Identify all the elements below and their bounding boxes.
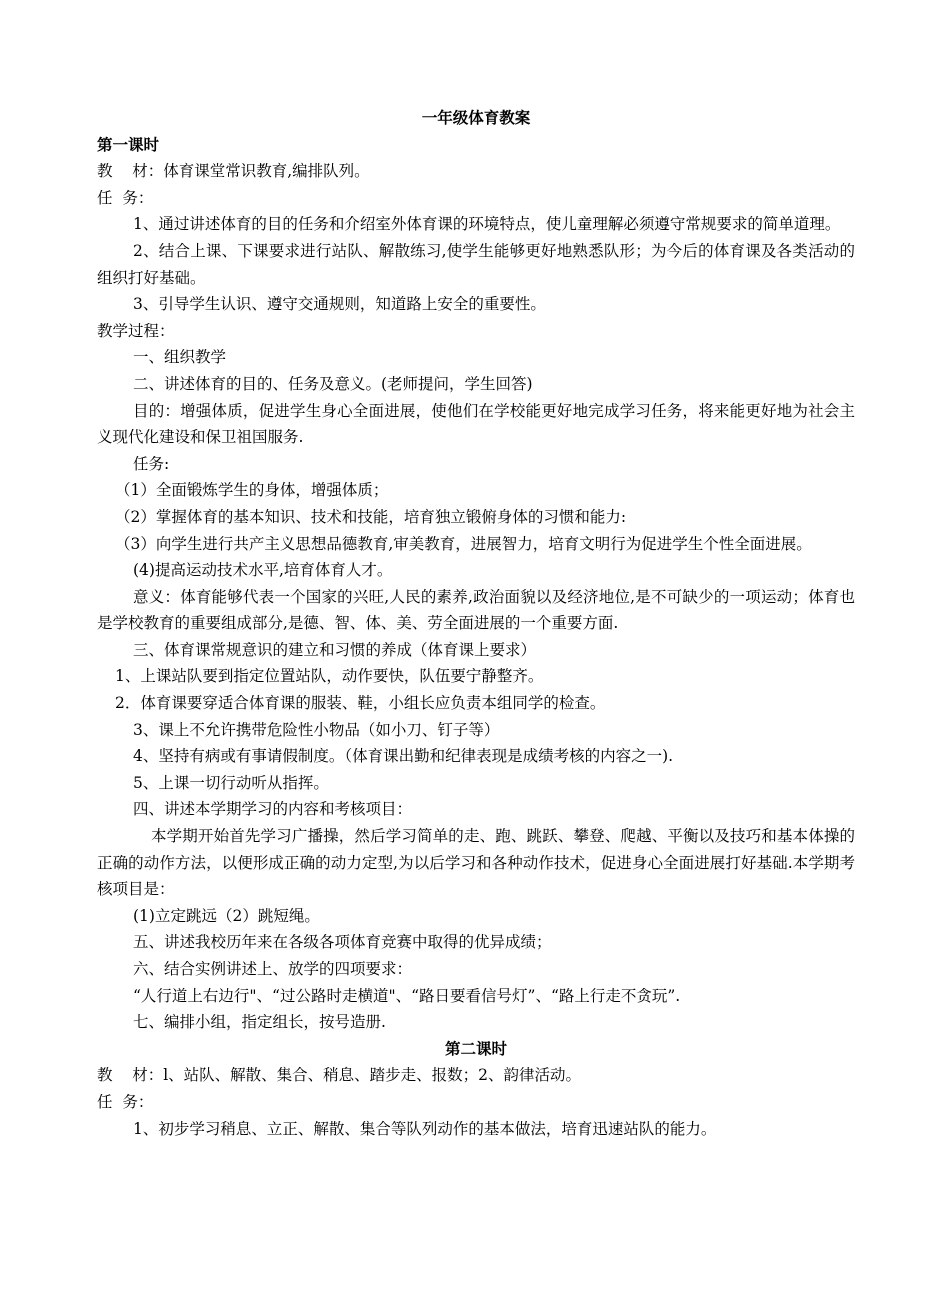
lesson2-material: 教 材：l、站队、解散、集合、稍息、踏步走、报数；2、韵律活动。 xyxy=(97,1066,582,1085)
lesson1-task-3: 3、引导学生认识、遵守交通规则，知道路上安全的重要性。 xyxy=(133,295,546,314)
rule-2: 2．体育课要穿适合体育课的服装、鞋，小组长应负责本组同学的检查。 xyxy=(115,694,606,713)
document-title: 一年级体育教案 xyxy=(421,109,531,127)
rule-1: 1、上课站队要到指定位置站队，动作要快，队伍要宁静整齐。 xyxy=(115,667,544,686)
process-step-5: 五、讲述我校历年来在各级各项体育竞赛中取得的优异成绩； xyxy=(133,933,552,952)
document-page xyxy=(97,105,855,1142)
meaning-paragraph: 意义：体育能够代表一个国家的兴旺,人民的素养,政治面貌以及经济地位,是不可缺少的一项运动；体育也是学校教育的重要组成部分,是德、智、体、美、劳全面进展的一个重要方面. xyxy=(97,587,855,633)
purpose-paragraph: 目的：增强体质，促进学生身心全面进展，使他们在学校能更好地完成学习任务，将来能更好地为社会主义现代化建设和保卫祖国服务. xyxy=(97,401,855,447)
step-6-body: “人行道上右边行"、“过公路时走横道"、“路日要看信号灯”、“路上行走不贪玩”. xyxy=(133,986,681,1005)
lesson1-task-label: 任 务： xyxy=(97,188,154,207)
rule-4: 4、坚持有病或有事请假制度。（体育课出勤和纪律表现是成绩考核的内容之一). xyxy=(133,747,674,766)
lesson2-task-label: 任 务： xyxy=(97,1092,154,1111)
process-step-1: 一、组织教学 xyxy=(133,348,227,367)
rule-3: 3、课上不允许携带危险性小物品（如小刀、钉子等） xyxy=(133,720,500,739)
process-step-7: 七、编排小组，指定组长，按号造册. xyxy=(133,1013,386,1032)
lesson2-heading: 第二课时 xyxy=(444,1039,507,1058)
process-step-6: 六、结合实例讲述上、放学的四项要求： xyxy=(133,960,413,978)
step-4-body: 本学期开始首先学习广播操，然后学习简单的走、跑、跳跃、攀登、爬越、平衡以及技巧和基本体操的正确的动作方法，以便形成正确的动力定型,为以后学习和各种动作技术，促进身心全面进展打好基础.本学期考核项目是： xyxy=(97,827,855,899)
sub-task-3: （3）向学生进行共产主义思想品德教育,审美教育，进展智力，培育文明行为促进学生个性全面进展。 xyxy=(115,534,812,553)
process-label: 教学过程： xyxy=(97,321,175,340)
sub-task-4: (4)提高运动技术水平,培育体育人才。 xyxy=(133,561,393,580)
step-4-items: (1)立定跳远（2）跳短绳。 xyxy=(133,906,320,925)
process-step-2: 二、讲述体育的目的、任务及意义。(老师提问，学生回答) xyxy=(133,374,533,393)
lesson1-heading: 第一课时 xyxy=(97,135,160,154)
lesson1-task-2: 2、结合上课、下课要求进行站队、解散练习,使学生能够更好地熟悉队形；为今后的体育课及各类活动的组织打好基础。 xyxy=(97,241,855,287)
lesson2-task-1: 1、初步学习稍息、立正、解散、集合等队列动作的基本做法，培育迅速站队的能力。 xyxy=(133,1119,717,1138)
lesson1-task-1: 1、通过讲述体育的目的任务和介绍室外体育课的环境特点，使儿童理解必须遵守常规要求的简单道理。 xyxy=(133,215,841,234)
sub-task-1: （1）全面锻炼学生的身体，增强体质； xyxy=(115,481,389,500)
sub-task-2: （2）掌握体育的基本知识、技术和技能，培育独立锻俯身体的习惯和能力: xyxy=(115,507,627,526)
process-step-4: 四、讲述本学期学习的内容和考核项目： xyxy=(133,800,413,819)
task2-label: 任务: xyxy=(133,454,170,473)
process-step-3: 三、体育课常规意识的建立和习惯的养成（体育课上要求） xyxy=(133,640,537,659)
rule-5: 5、上课一切行动听从指挥。 xyxy=(133,773,329,792)
lesson1-material: 教 材：体育课堂常识教育,编排队列。 xyxy=(97,162,370,181)
